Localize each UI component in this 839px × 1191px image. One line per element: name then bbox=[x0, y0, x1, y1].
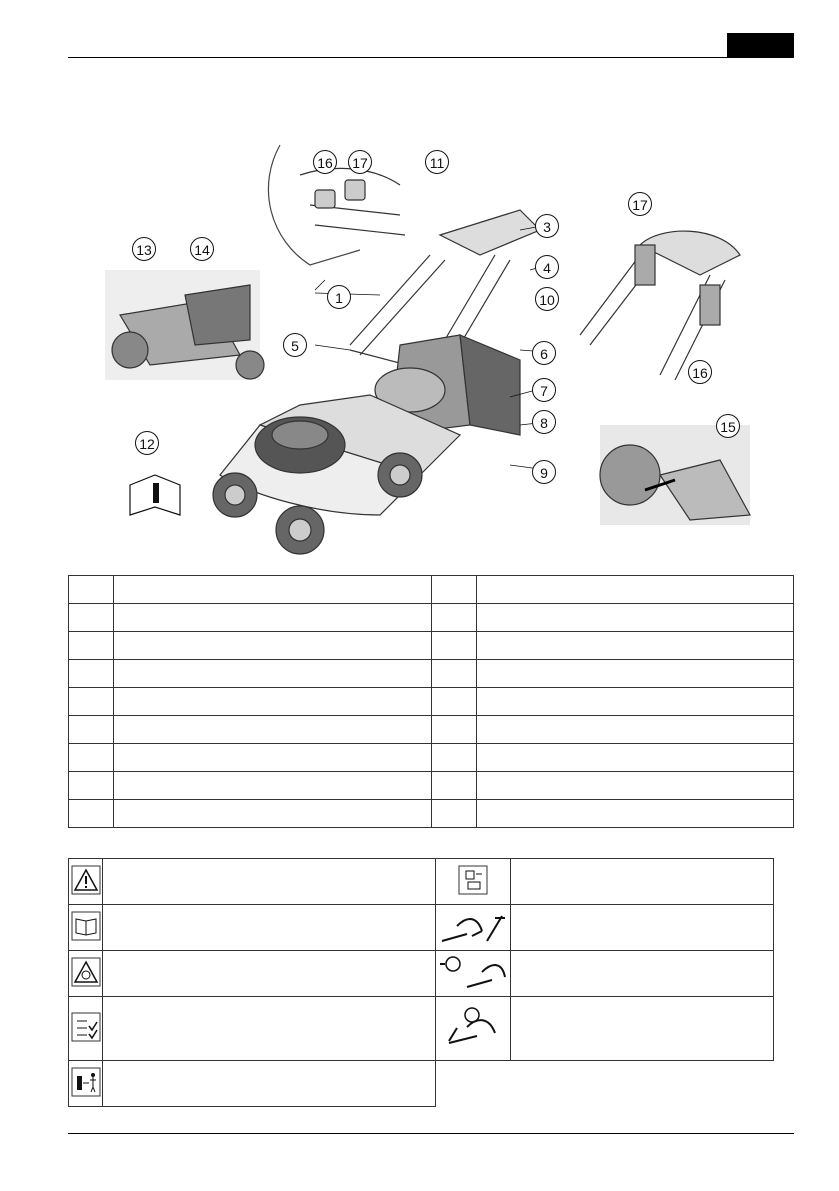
part-number bbox=[431, 744, 476, 772]
callout-19: 16 bbox=[688, 360, 712, 384]
symbol-description bbox=[103, 1061, 436, 1107]
blade-lever-icon bbox=[436, 951, 511, 997]
empty-cell bbox=[436, 1061, 511, 1107]
part-label bbox=[114, 688, 432, 716]
read-manual-icon bbox=[436, 859, 511, 905]
part-label bbox=[114, 660, 432, 688]
part-label bbox=[114, 800, 432, 828]
symbol-description bbox=[103, 997, 436, 1061]
table-row bbox=[69, 688, 794, 716]
callout-11: 11 bbox=[425, 150, 449, 174]
table-row bbox=[69, 997, 774, 1061]
callout-10: 10 bbox=[535, 287, 559, 311]
part-number bbox=[69, 772, 114, 800]
part-number bbox=[431, 688, 476, 716]
keep-distance-icon bbox=[69, 1061, 103, 1107]
symbol-description bbox=[511, 951, 774, 997]
lever-engage-icon bbox=[436, 905, 511, 951]
table-row bbox=[69, 905, 774, 951]
callout-5: 5 bbox=[283, 333, 307, 357]
table-row bbox=[69, 576, 794, 604]
callout-8: 8 bbox=[532, 410, 556, 434]
language-code-box bbox=[727, 33, 794, 58]
callout-15: 15 bbox=[716, 414, 740, 438]
part-number bbox=[431, 604, 476, 632]
callout-3: 3 bbox=[535, 214, 559, 238]
part-label bbox=[114, 772, 432, 800]
table-row bbox=[69, 604, 794, 632]
symbol-description bbox=[103, 951, 436, 997]
part-number bbox=[69, 716, 114, 744]
table-row bbox=[69, 744, 794, 772]
part-label bbox=[476, 688, 794, 716]
empty-cell bbox=[511, 1061, 774, 1107]
callout-14: 14 bbox=[190, 237, 214, 261]
part-label bbox=[114, 716, 432, 744]
warning-triangle-icon bbox=[69, 859, 103, 905]
part-label bbox=[476, 716, 794, 744]
callout-12: 12 bbox=[135, 431, 159, 455]
part-number bbox=[431, 716, 476, 744]
callout-18: 17 bbox=[628, 192, 652, 216]
open-book-icon bbox=[69, 905, 103, 951]
callout-7: 7 bbox=[532, 378, 556, 402]
callout-4: 4 bbox=[535, 255, 559, 279]
part-number bbox=[69, 576, 114, 604]
callout-6: 6 bbox=[532, 341, 556, 365]
part-label bbox=[476, 800, 794, 828]
part-label bbox=[476, 604, 794, 632]
table-row bbox=[69, 859, 774, 905]
part-label bbox=[114, 632, 432, 660]
symbol-description bbox=[511, 859, 774, 905]
callout-13: 13 bbox=[132, 237, 156, 261]
part-label bbox=[476, 744, 794, 772]
part-label bbox=[476, 660, 794, 688]
hand-injury-warning-icon bbox=[69, 951, 103, 997]
header-rule bbox=[68, 57, 794, 58]
table-row bbox=[69, 1061, 774, 1107]
table-row bbox=[69, 660, 794, 688]
symbol-description bbox=[511, 905, 774, 951]
part-number bbox=[69, 660, 114, 688]
callout-9: 9 bbox=[532, 460, 556, 484]
symbol-description bbox=[511, 997, 774, 1061]
checklist-icon bbox=[69, 997, 103, 1061]
part-label bbox=[476, 772, 794, 800]
table-row bbox=[69, 716, 794, 744]
table-row bbox=[69, 800, 794, 828]
parts-table bbox=[68, 575, 794, 828]
part-label bbox=[114, 604, 432, 632]
lawnmower-illustration bbox=[100, 135, 800, 565]
part-number bbox=[431, 576, 476, 604]
part-label bbox=[114, 744, 432, 772]
symbol-description bbox=[103, 905, 436, 951]
symbol-description bbox=[103, 859, 436, 905]
part-number bbox=[69, 744, 114, 772]
part-number bbox=[431, 632, 476, 660]
footer-rule bbox=[68, 1133, 794, 1134]
part-number bbox=[431, 660, 476, 688]
part-number bbox=[69, 632, 114, 660]
part-label bbox=[114, 576, 432, 604]
part-number bbox=[431, 772, 476, 800]
callout-16: 16 bbox=[313, 150, 337, 174]
part-number bbox=[431, 800, 476, 828]
part-number bbox=[69, 604, 114, 632]
callout-17: 17 bbox=[348, 150, 372, 174]
part-label bbox=[476, 576, 794, 604]
symbols-table bbox=[68, 858, 774, 1107]
lever-release-icon bbox=[436, 997, 511, 1061]
part-label bbox=[476, 632, 794, 660]
part-number bbox=[69, 800, 114, 828]
part-number bbox=[69, 688, 114, 716]
callout-1: 1 bbox=[327, 285, 351, 309]
table-row bbox=[69, 772, 794, 800]
table-row bbox=[69, 951, 774, 997]
table-row bbox=[69, 632, 794, 660]
